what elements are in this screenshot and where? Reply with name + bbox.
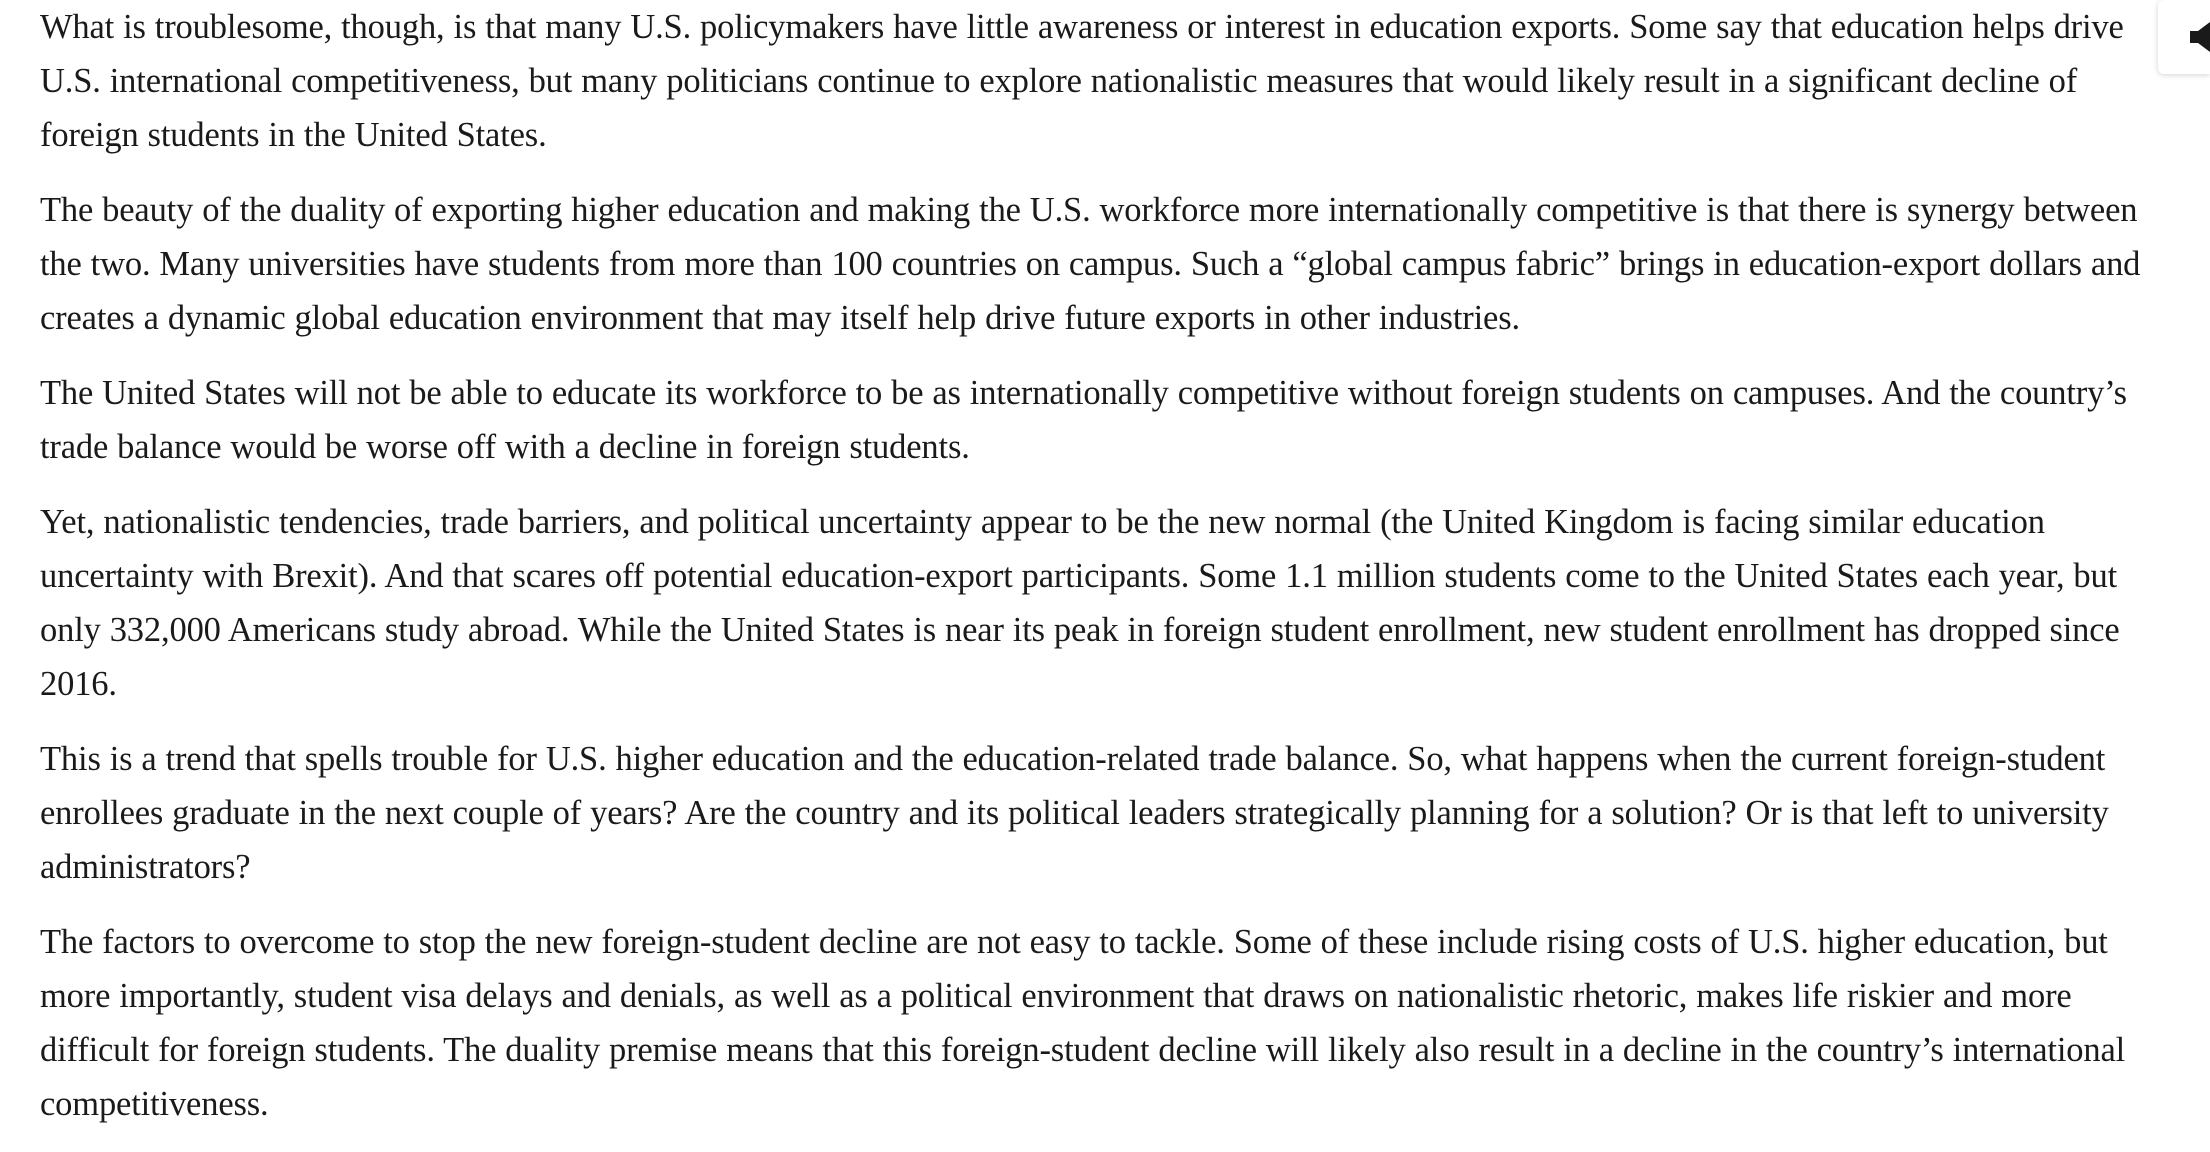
speaker-icon (2188, 20, 2210, 54)
article-paragraph-6: The factors to overcome to stop the new foreign-student decline are not easy to tackle. Some of these include rising costs of U.S. higher education, but more importantly, student visa delays and denials, as well as a political environment that draws on nationalistic rhetoric, makes life riskier and more difficult for foreign students. The duality premise means that this foreign-student decline will likely also result in a decline in the country’s international competitiveness. (40, 923, 2126, 1123)
listen-audio-button[interactable] (2158, 0, 2210, 74)
article-paragraph-1: What is troublesome, though, is that many U.S. policymakers have little awareness or interest in education exports. Some say that education helps drive U.S. international competitiveness, but many politicians continue to explore nationalistic measures that would likely result in a significant decline of foreign students in the United States. (40, 8, 2124, 154)
article-body (40, 0, 2180, 1152)
article-paragraph-5: This is a trend that spells trouble for U.S. higher education and the education-related trade balance. So, what happens when the current foreign-student enrollees graduate in the next couple of years? Are the country and its political leaders strategically planning for a solution? Or is that left to university administrators? (40, 740, 2109, 886)
article-paragraph-2: The beauty of the duality of exporting higher education and making the U.S. workforce more internationally competitive is that there is synergy between the two. Many universities have students from more than 100 countries on campus. Such a “global campus fabric” brings in education-export dollars and creates a dynamic global education environment that may itself help drive future exports in other industries. (40, 191, 2141, 337)
article-paragraph-3: The United States will not be able to educate its workforce to be as internationally competitive without foreign students on campuses. And the country’s trade balance would be worse off with a decline in foreign students. (40, 374, 2127, 466)
article-paragraph-4: Yet, nationalistic tendencies, trade barriers, and political uncertainty appear to be the new normal (the United Kingdom is facing similar education uncertainty with Brexit). And that scares off potential education-export participants. Some 1.1 million students come to the United States each year, but only 332,000 Americans study abroad. While the United States is near its peak in foreign student enrollment, new student enrollment has dropped since 2016. (40, 503, 2120, 703)
